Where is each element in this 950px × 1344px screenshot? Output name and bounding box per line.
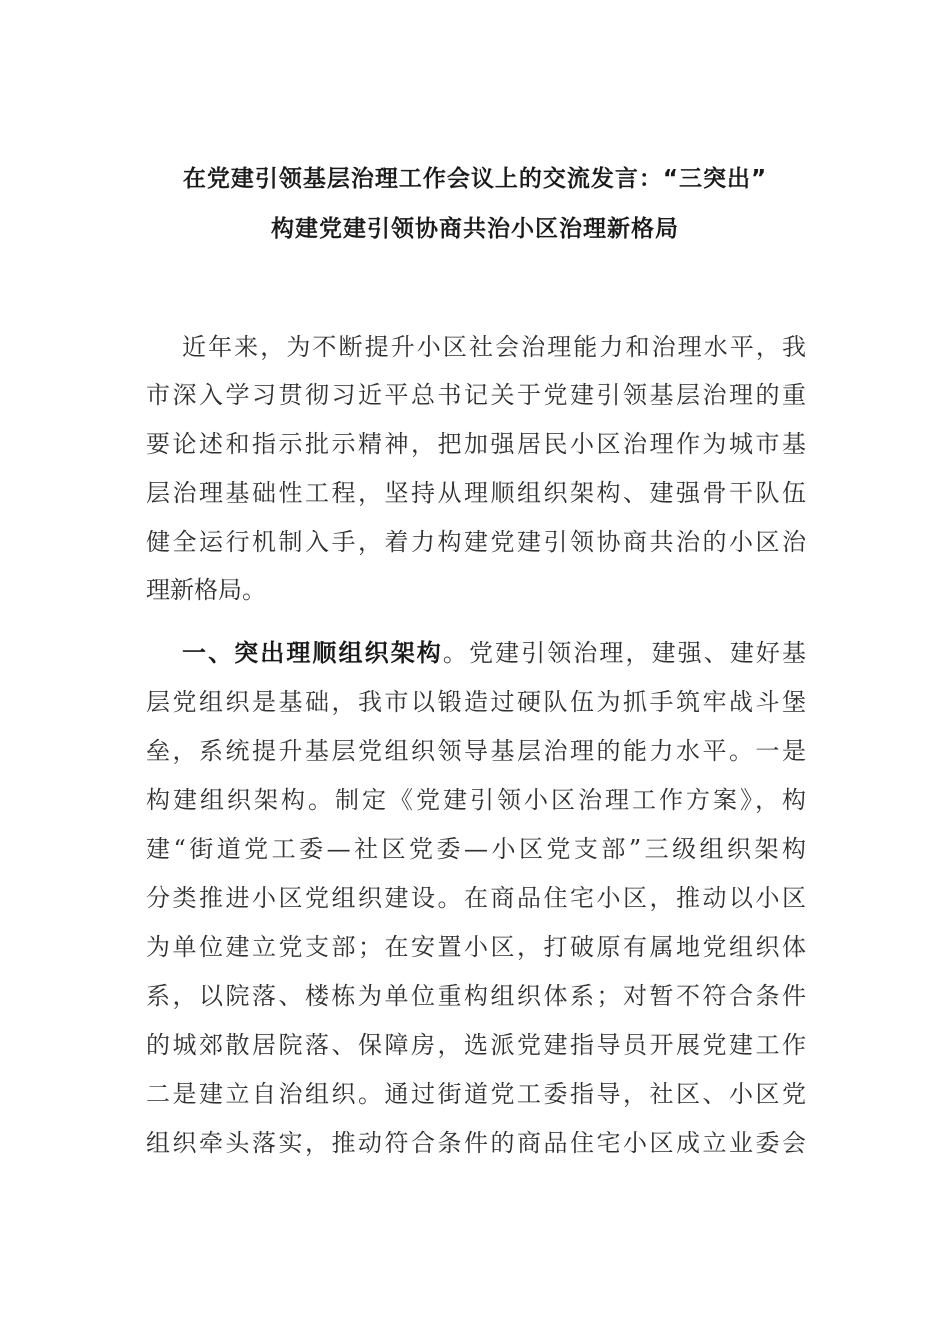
section-heading: 一、突出理顺组织架构 (182, 639, 443, 667)
paragraph-line: 组织牵头落实，推动符合条件的商品住宅小区成立业委会 (146, 1129, 806, 1157)
paragraph-line: 健全运行机制入手，着力构建党建引领协商共治的小区治 (146, 528, 806, 556)
paragraph-line: 理新格局。 (146, 576, 266, 604)
paragraph-line: 垒，系统提升基层党组织领导基层治理的能力水平。一是 (146, 737, 806, 765)
document-title-line-1: 在党建引领基层治理工作会议上的交流发言：“三突出” (182, 166, 768, 192)
paragraph-line: 市深入学习贯彻习近平总书记关于党建引领基层治理的重 (146, 381, 806, 409)
paragraph-line: 构建组织架构。制定《党建引领小区治理工作方案》，构 (146, 786, 806, 814)
paragraph-line: 二是建立自治组织。通过街道党工委指导，社区、小区党 (146, 1080, 806, 1108)
paragraph-line: 近年来，为不断提升小区社会治理能力和治理水平，我 (182, 333, 806, 361)
paragraph-line: 层治理基础性工程，坚持从理顺组织架构、建强骨干队伍 (146, 479, 806, 507)
paragraph-line: 分类推进小区党组织建设。在商品住宅小区，推动以小区 (146, 884, 806, 912)
paragraph-line: 层党组织是基础，我市以锻造过硬队伍为抓手筑牢战斗堡 (146, 688, 806, 716)
paragraph-line: 建“街道党工委—社区党委—小区党支部”三级组织架构 (146, 835, 806, 863)
paragraph-line: 系，以院落、楼栋为单位重构组织体系；对暂不符合条件 (146, 982, 806, 1010)
paragraph-line: 要论述和指示批示精神，把加强居民小区治理作为城市基 (146, 430, 806, 458)
document-title-line-2: 构建党建引领协商共治小区治理新格局 (271, 216, 679, 242)
section-heading-line (182, 627, 806, 679)
section-heading-rest: 。党建引领治理，建强、建好基 (442, 639, 806, 667)
paragraph-line: 的城郊散居院落、保障房，选派党建指导员开展党建工作 (146, 1031, 806, 1059)
paragraph-line: 为单位建立党支部；在安置小区，打破原有属地党组织体 (146, 933, 806, 961)
